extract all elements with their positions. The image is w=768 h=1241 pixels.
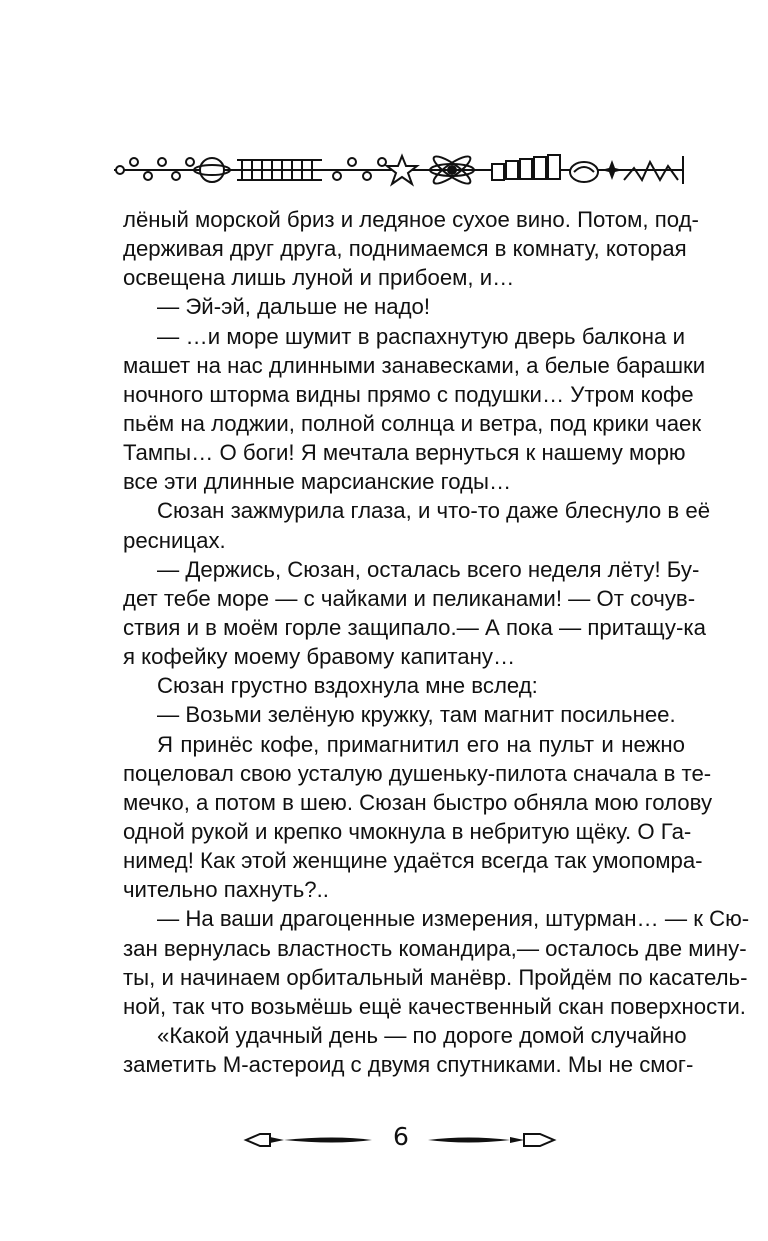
text-line: чительно пахнуть?.. xyxy=(123,877,329,903)
text-line: Я принёс кофе, примагнитил его на пульт и нежно xyxy=(157,731,685,757)
text-line: все эти длинные марсианские годы… xyxy=(123,469,512,495)
text-line: Сюзан зажмурила глаза, и что-то даже блеснуло в её xyxy=(157,498,711,524)
text-line: — Держись, Сюзан, осталась всего неделя лёту! Бу- xyxy=(157,556,700,582)
text-line: нимед! Как этой женщине удаётся всегда так умопомра- xyxy=(123,848,703,874)
planet-icon xyxy=(194,158,230,182)
text-line: «Какой удачный день — по дороге домой случайно xyxy=(157,1022,687,1048)
text-line: — Эй-эй, дальше не надо! xyxy=(157,294,431,320)
star-icon xyxy=(387,156,417,184)
text-line: — На ваши драгоценные измерения, штурман… — к Сю- xyxy=(157,906,750,932)
rocket-left-icon xyxy=(246,1134,372,1146)
text-line: ресницах. xyxy=(123,527,226,553)
text-line: — …и море шумит в распахнутую дверь балкона и xyxy=(157,323,685,349)
text-line: — Возьми зелёную кружку, там магнит посильнее. xyxy=(157,702,676,728)
text-line: Сюзан грустно вздохнула мне вслед: xyxy=(157,673,538,699)
text-line: дет тебе море — с чайками и пеликанами! — От сочув- xyxy=(123,585,696,611)
text-line: ной, так что возьмёшь ещё качественный скан поверхности. xyxy=(123,993,746,1019)
text-line: машет на нас длинными занавесками, а белые барашки xyxy=(123,352,706,378)
text-line: зан вернулась властность командира,— осталось две мину- xyxy=(123,935,747,961)
text-line: мечко, а потом в шею. Сюзан быстро обняла мою голову xyxy=(123,789,713,815)
text-line: ты, и начинаем орбитальный манёвр. Пройдём по касатель- xyxy=(123,964,748,990)
text-line: Тампы… О боги! Я мечтала вернуться к нашему морю xyxy=(123,440,686,466)
text-line: я кофейку моему бравому капитану… xyxy=(123,644,516,670)
header-ornament xyxy=(112,150,686,190)
page-text xyxy=(123,205,750,1079)
sparkle-icon xyxy=(601,160,623,180)
text-line: ствия и в моём горле защипало.— А пока — притащу-ка xyxy=(123,614,706,640)
page-number: 6 xyxy=(393,1122,409,1151)
text-line: освещена лишь луной и прибоем, и… xyxy=(123,265,515,291)
cards-icon xyxy=(492,155,560,180)
text-line: заметить М-астероид с двумя спутниками. Мы не смог- xyxy=(123,1052,694,1078)
text-line: лёный морской бриз и ледяное сухое вино. Потом, под- xyxy=(123,207,699,232)
text-line: ночного шторма видны прямо с подушки… Утром кофе xyxy=(123,381,694,407)
text-line: пьём на лоджии, полной солнца и ветра, под крики чаек xyxy=(123,410,702,436)
text-line: поцеловал свою усталую душеньку-пилота сначала в те- xyxy=(123,760,712,786)
text-line: одной рукой и крепко чмокнула в небритую щёку. О Га- xyxy=(123,818,692,844)
rocket-right-icon xyxy=(428,1134,554,1146)
text-line: держивая друг друга, поднимаемся в комнату, которая xyxy=(123,236,687,262)
shell-icon xyxy=(570,162,598,182)
